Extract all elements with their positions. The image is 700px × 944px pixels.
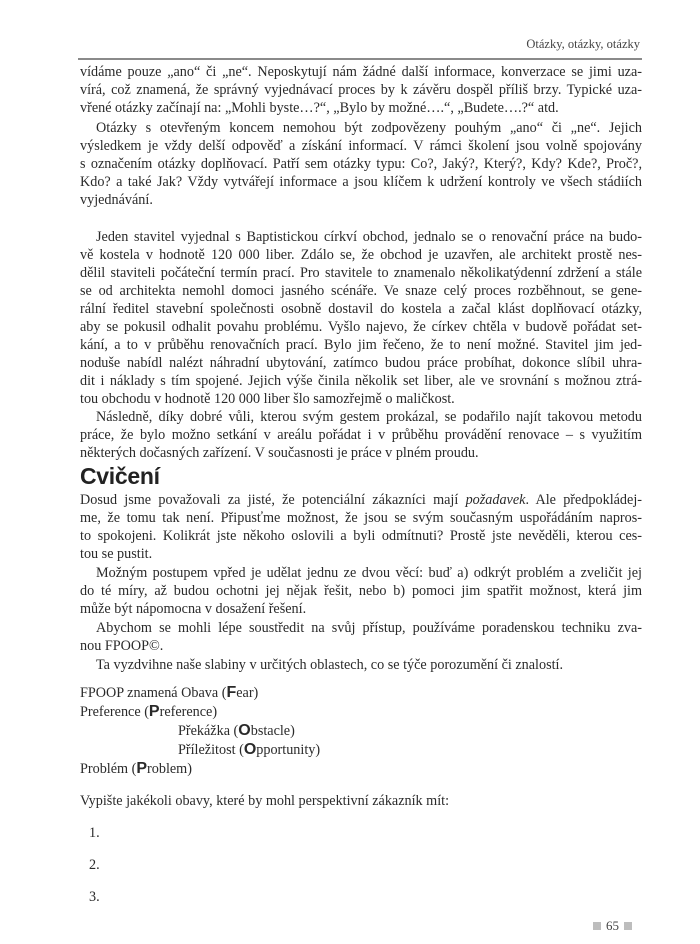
text-segment: Problém (	[80, 761, 137, 777]
paragraph-2	[80, 119, 642, 209]
text-line: vyjednávání.	[80, 192, 153, 208]
paragraph-3	[80, 228, 642, 408]
text-line: me, že tomu tak není. Připusťme možnost, že jsou se svým současným uspořádáním napros-	[80, 510, 642, 526]
text-line: kání, a to v průběhu renovačních prací. Bylo jim řečeno, že to není možné. Stavitel jim jed-	[80, 337, 642, 353]
text-segment: roblem)	[147, 761, 192, 777]
fpoop-line	[178, 741, 320, 759]
paragraph-5	[80, 491, 642, 563]
text-line: vírá, což znamená, že správný vyjednávací proces by k závěru dospěl příliš brzy. Typické uza-	[80, 82, 642, 98]
page-number: 65	[606, 918, 619, 933]
square-ornament-icon	[593, 922, 601, 930]
answer-item-3: 3.	[89, 889, 100, 905]
text-line: nou FPOOP©.	[80, 638, 164, 654]
answer-item-2: 2.	[89, 857, 100, 873]
text-segment: pportunity)	[256, 742, 321, 758]
text-line: s označením otázky doplňovací. Patří sem otázky typu: Co?, Jaký?, Který?, Kdy? Kde?, Proč?,	[80, 156, 642, 172]
text-line: některých dočasných zařízení. V současnosti je práce v plném proudu.	[80, 445, 479, 461]
text-line: tou se pustit.	[80, 546, 153, 562]
text-line: do té míry, až budou ochotni jej nějak řešit, nebo b) pomoci jim spatřit možnost, která jim	[80, 583, 642, 599]
text-line: vídáme pouze „ano“ či „ne“. Neposkytují nám žádné další informace, konverzace se jimi uza-	[80, 64, 642, 80]
text-line: výsledkem je vždy delší odpověď a získání informací. V rámci školení jsou volně spojovány	[80, 138, 642, 154]
paragraph-1	[80, 63, 642, 117]
text-line: to spokojeni. Kolikrát jste někoho oslovili a byli odmítnuti? Prostě jste nevěděli, kterou ces-	[80, 528, 642, 544]
text-segment: Překážka (	[178, 723, 239, 739]
text-line: Kdo? a také Jak? Vždy vytvářejí informace a jsou klíčem k udržení kontroly ve všech stádiích	[80, 174, 642, 190]
text-segment: Preference (	[80, 704, 149, 720]
emphasis-text: požadavek	[465, 492, 526, 508]
text-segment: ear)	[236, 685, 259, 701]
fpoop-line	[80, 703, 217, 721]
fpoop-line	[178, 722, 295, 740]
text-line: práce, že bylo možno setkání v areálu pořádat i v průběhu provádění renovace – s využitím	[80, 427, 642, 443]
bold-initial: O	[243, 741, 257, 758]
text-segment: reference)	[159, 704, 218, 720]
paragraph-6	[80, 564, 642, 618]
bold-initial: F	[226, 684, 237, 701]
text-line: Ta vyzdvihne naše slabiny v určitých oblastech, co se týče porozumění či znalostí.	[96, 657, 564, 673]
text-line: Jeden stavitel vyjednal s Baptistickou církví obchod, jednalo se o renovační práce na budo-	[96, 229, 642, 245]
exercise-task: Vypište jakékoli obavy, které by mohl perspektivní zákazník mít:	[80, 793, 450, 809]
text-segment: bstacle)	[250, 723, 295, 739]
header-rule	[78, 58, 642, 60]
square-ornament-icon	[624, 922, 632, 930]
fpoop-line	[80, 684, 258, 702]
bold-initial: O	[238, 722, 251, 739]
text-line: aby se pokusil odhalit povahu problému. Vyšlo najevo, že církev chtěla v budově pořádat set-	[80, 319, 642, 335]
text-line: Možným postupem vpřed je udělat jednu ze dvou věcí: buď a) odkrýt problém a zveličit jej	[96, 565, 642, 581]
text-line: Otázky s otevřeným koncem nemohou být zodpovězeny pouhým „ano“ či „ne“. Jejich	[96, 120, 642, 136]
text-line: noduše nabídl nalézt náhradní ubytování, zatímco budou práce probíhat, dokonce slíbil uhra-	[80, 355, 642, 371]
bold-initial: P	[148, 703, 160, 720]
text-line: se od architekta nemohl domoci jasného scénáře. Ve snaze celý proces rozběhnout, se gene-	[80, 283, 642, 299]
text-line: rální ředitel stavební společnosti osobně dostavil do kostela a začal klást doplňovací otázky,	[80, 301, 642, 317]
bold-initial: P	[136, 760, 148, 777]
text-line: může být nápomocna v dosažení řešení.	[80, 601, 307, 617]
text-segment: FPOOP znamená Obava (	[80, 685, 227, 701]
paragraph-8	[80, 656, 642, 674]
text-line: tou obchodu v hodnotě 120 000 liber šlo samozřejmě o maličkost.	[80, 391, 455, 407]
fpoop-line	[80, 760, 192, 778]
text-line: vě kostela v hodnotě 120 000 liber. Zdálo se, že obchod je uzavřen, ale architekt prostě nes-	[80, 247, 642, 263]
text-segment: Dosud jsme považovali za jisté, že potenciální zákazníci mají	[80, 492, 466, 508]
text-line: Abychom se mohli lépe soustředit na svůj přístup, používáme poradenskou techniku zva-	[96, 620, 642, 636]
page-footer	[593, 918, 632, 934]
text-segment: . Ale předpokládej-	[525, 492, 642, 508]
running-header: Otázky, otázky, otázky	[526, 37, 640, 51]
text-line: Následně, díky dobré vůli, kterou svým gestem prokázal, se podařilo najít takovou metodu	[96, 409, 642, 425]
text-line: dělil staviteli počáteční termín prací. Pro stavitele to znamenalo několikatýdenní zdržení a stále	[80, 265, 642, 281]
text-segment: Příležitost (	[178, 742, 244, 758]
text-line: dit i náklady s tím spojené. Jejich výše činila několik set liber, ale ve srovnání s možnou ztrá-	[80, 373, 642, 389]
paragraph-4	[80, 408, 642, 462]
text-line	[80, 491, 642, 509]
text-line: vřené otázky začínají na: „Mohli byste…?“, „Bylo by možné….“, „Budete….?“ atd.	[80, 100, 559, 116]
paragraph-7	[80, 619, 642, 655]
answer-item-1: 1.	[89, 825, 100, 841]
section-heading: Cvičení	[80, 463, 160, 489]
